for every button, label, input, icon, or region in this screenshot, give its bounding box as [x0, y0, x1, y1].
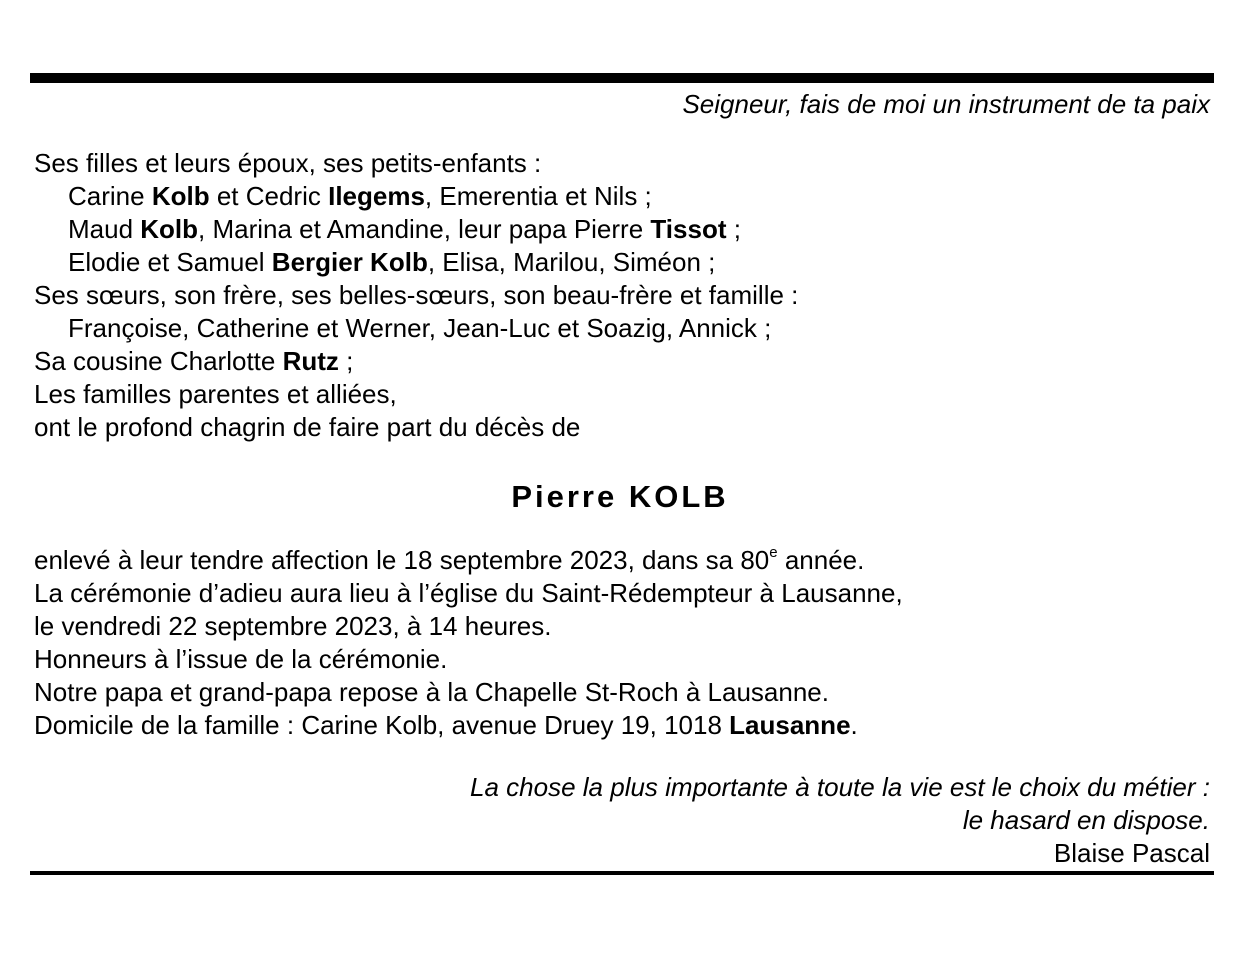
- text-segment: ;: [338, 346, 354, 376]
- surname: Ilegems: [328, 181, 425, 211]
- surname: Bergier Kolb: [271, 247, 428, 277]
- closing-quote: [470, 771, 1210, 870]
- ordinal-suffix: e: [769, 544, 778, 562]
- family-announcement: ont le profond chagrin de faire part du décès de: [34, 412, 581, 442]
- detail-ceremony-date: le vendredi 22 septembre 2023, à 14 heures.: [34, 611, 552, 641]
- city: Lausanne: [729, 710, 851, 740]
- family-line-elodie: [34, 246, 798, 279]
- surname: Kolb: [140, 214, 199, 244]
- family-list: [34, 147, 798, 444]
- text-segment: Domicile de la famille : Carine Kolb, avenue Druey 19, 1018: [34, 710, 730, 740]
- text-segment: , Marina et Amandine, leur papa Pierre: [198, 214, 651, 244]
- epigraph: Seigneur, fais de moi un instrument de ta paix: [682, 89, 1210, 119]
- family-siblings: Ses sœurs, son frère, ses belles-sœurs, son beau-frère et famille :: [34, 280, 799, 310]
- detail-ceremony-place: La cérémonie d’adieu aura lieu à l’église du Saint-Rédempteur à Lausanne,: [34, 578, 903, 608]
- bottom-rule: [30, 871, 1214, 875]
- detail-resting-place: Notre papa et grand-papa repose à la Chapelle St-Roch à Lausanne.: [34, 677, 829, 707]
- top-rule: [30, 73, 1214, 83]
- family-intro: Ses filles et leurs époux, ses petits-enfants :: [34, 148, 542, 178]
- text-segment: , Elisa, Marilou, Siméon ;: [427, 247, 716, 277]
- text-segment: Elodie et Samuel: [68, 247, 272, 277]
- text-segment: .: [850, 710, 858, 740]
- surname: Rutz: [282, 346, 339, 376]
- surname: Tissot: [650, 214, 727, 244]
- family-siblings-names: Françoise, Catherine et Werner, Jean-Luc et Soazig, Annick ;: [68, 313, 772, 343]
- text-segment: Maud: [68, 214, 141, 244]
- text-segment: Carine: [68, 181, 152, 211]
- detail-honours: Honneurs à l’issue de la cérémonie.: [34, 644, 448, 674]
- text-segment: enlevé à leur tendre affection le 18 septembre 2023, dans sa 80: [34, 545, 770, 575]
- text-segment: ;: [726, 214, 741, 244]
- quote-line-2: le hasard en dispose.: [962, 805, 1210, 835]
- text-segment: et Cedric: [209, 181, 329, 211]
- ceremony-details: [34, 544, 903, 742]
- family-line-maud: [34, 213, 798, 246]
- text-segment: Sa cousine Charlotte: [34, 346, 283, 376]
- text-segment: année.: [777, 545, 865, 575]
- family-relatives: Les familles parentes et alliées,: [34, 379, 397, 409]
- surname: Kolb: [151, 181, 210, 211]
- detail-family-address: [34, 709, 903, 742]
- quote-line-1: La chose la plus importante à toute la vie est le choix du métier :: [470, 772, 1210, 802]
- text-segment: , Emerentia et Nils ;: [424, 181, 652, 211]
- quote-author: Blaise Pascal: [1053, 838, 1210, 868]
- deceased-name: Pierre KOLB: [511, 479, 729, 514]
- detail-passing: [34, 544, 903, 577]
- family-cousin: [34, 345, 798, 378]
- family-line-carine: [34, 180, 798, 213]
